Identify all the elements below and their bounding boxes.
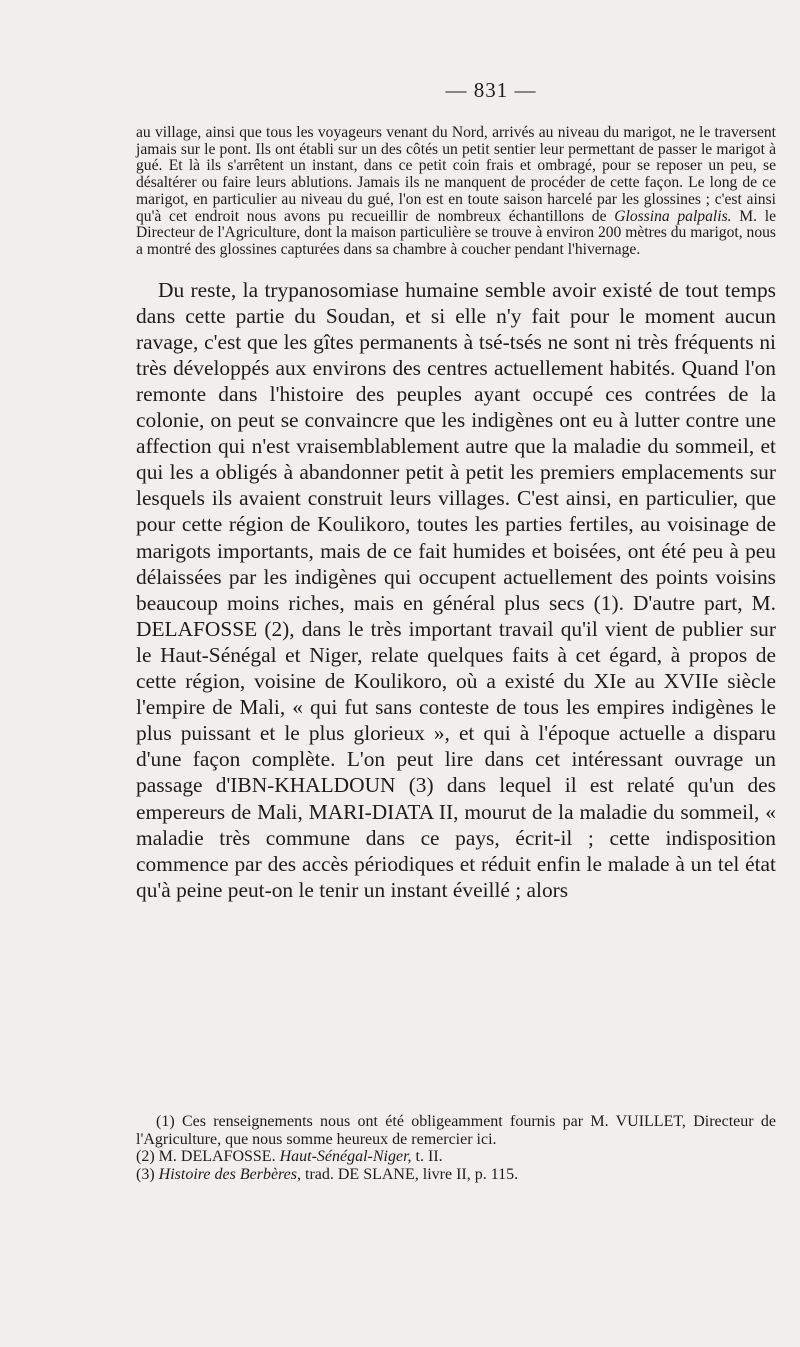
footnote-2-title: Haut-Sénégal-Niger,: [279, 1148, 412, 1165]
page-number: — 831 —: [445, 78, 537, 102]
footnote-3-title: Histoire des Berbères,: [158, 1165, 301, 1183]
footnotes: [136, 1113, 776, 1183]
quoted-paragraph: [136, 125, 776, 259]
quote-text: au village, ainsi que tous les voyageurs venant du Nord, arrivés au niveau du marigot, ne le traversent jamais sur le pont. Ils ont établi sur un des côtés un petit sentier leur permettant de passer le marigot à gué. Et là ils s'arrêtent un instant, dans ce petit coin frais et ombragé, pour se reposer un peu, se désaltérer ou faire leurs ablutions. Jamais ils ne manquent de procéder de cette façon. Le long de ce marigot, en particulier au niveau du gué, l'on est en toute saison harcelé par les glossines ; c'est ainsi qu'à cet endroit nous avons pu recueillir de nombreux échantillons de: [136, 124, 776, 225]
footnote-3-prefix: (3): [136, 1165, 155, 1183]
quote-text-end: M. le Directeur de l'Agriculture, dont la maison particulière se trouve à environ 200 mètres du marigot, nous a montré des glossines capturées dans sa chambre à coucher pendant l'hivernage.: [136, 207, 776, 258]
footnote-1: (1) Ces renseignements nous ont été obligeamment fournis par M. VUILLET, Directeur de l'Agriculture, que nous somme heureux de remercier ici.: [136, 1113, 776, 1148]
footnote-2: [136, 1148, 776, 1166]
footnote-3: [136, 1166, 776, 1184]
main-paragraph: Du reste, la trypanosomiase humaine semble avoir existé de tout temps dans cette partie du Soudan, et si elle n'y fait pour le moment aucun ravage, c'est que les gîtes permanents à tsé-tsés ne sont ni très fréquents ni très développés aux environs des centres actuellement habités. Quand l'on remonte dans l'histoire des peuples ayant occupé ces contrées de la colonie, on peut se convaincre que les indigènes ont eu à lutter contre une affection qui n'est vraisemblablement autre que la maladie du sommeil, et qui les a obligés à abandonner petit à petit les premiers emplacements sur lesquels ils avaient construit leurs villages. C'est ainsi, en particulier, que pour cette région de Koulikoro, toutes les parties fertiles, au voisinage de marigots importants, mais de ce fait humides et boisées, ont été peu à peu délaissées par les indigènes qui occupent actuellement des points voisins beaucoup moins riches, mais en général plus secs (1). D'autre part, M. DELAFOSSE (2), dans le très important travail qu'il vient de publier sur le Haut-Sénégal et Niger, relate quelques faits à cet égard, à propos de cette région, voisine de Koulikoro, où a existé du XIe au XVIIe siècle l'empire de Mali, « qui fut sans conteste de tous les empires indigènes le plus puissant et le plus glorieux », et qui à l'époque actuelle a disparu d'une façon complète. L'on peut lire dans cet intéressant ouvrage un passage d'IBN-KHALDOUN (3) dans lequel il est relaté qu'un des empereurs de Mali, MARI-DIATA II, mourut de la maladie du sommeil, « maladie très commune dans ce pays, écrit-il ; cette indisposition commence par des accès périodiques et réduit enfin le malade à un tel état qu'à peine peut-on le tenir un instant éveillé ; alors: [136, 277, 776, 902]
footnote-3-suffix: trad. DE SLANE, livre II, p. 115.: [305, 1165, 519, 1183]
footnote-2-prefix: (2) M. DELAFOSSE.: [136, 1148, 276, 1165]
species-name: Glossina palpalis.: [614, 207, 732, 225]
footnote-2-suffix: t. II.: [415, 1148, 443, 1165]
